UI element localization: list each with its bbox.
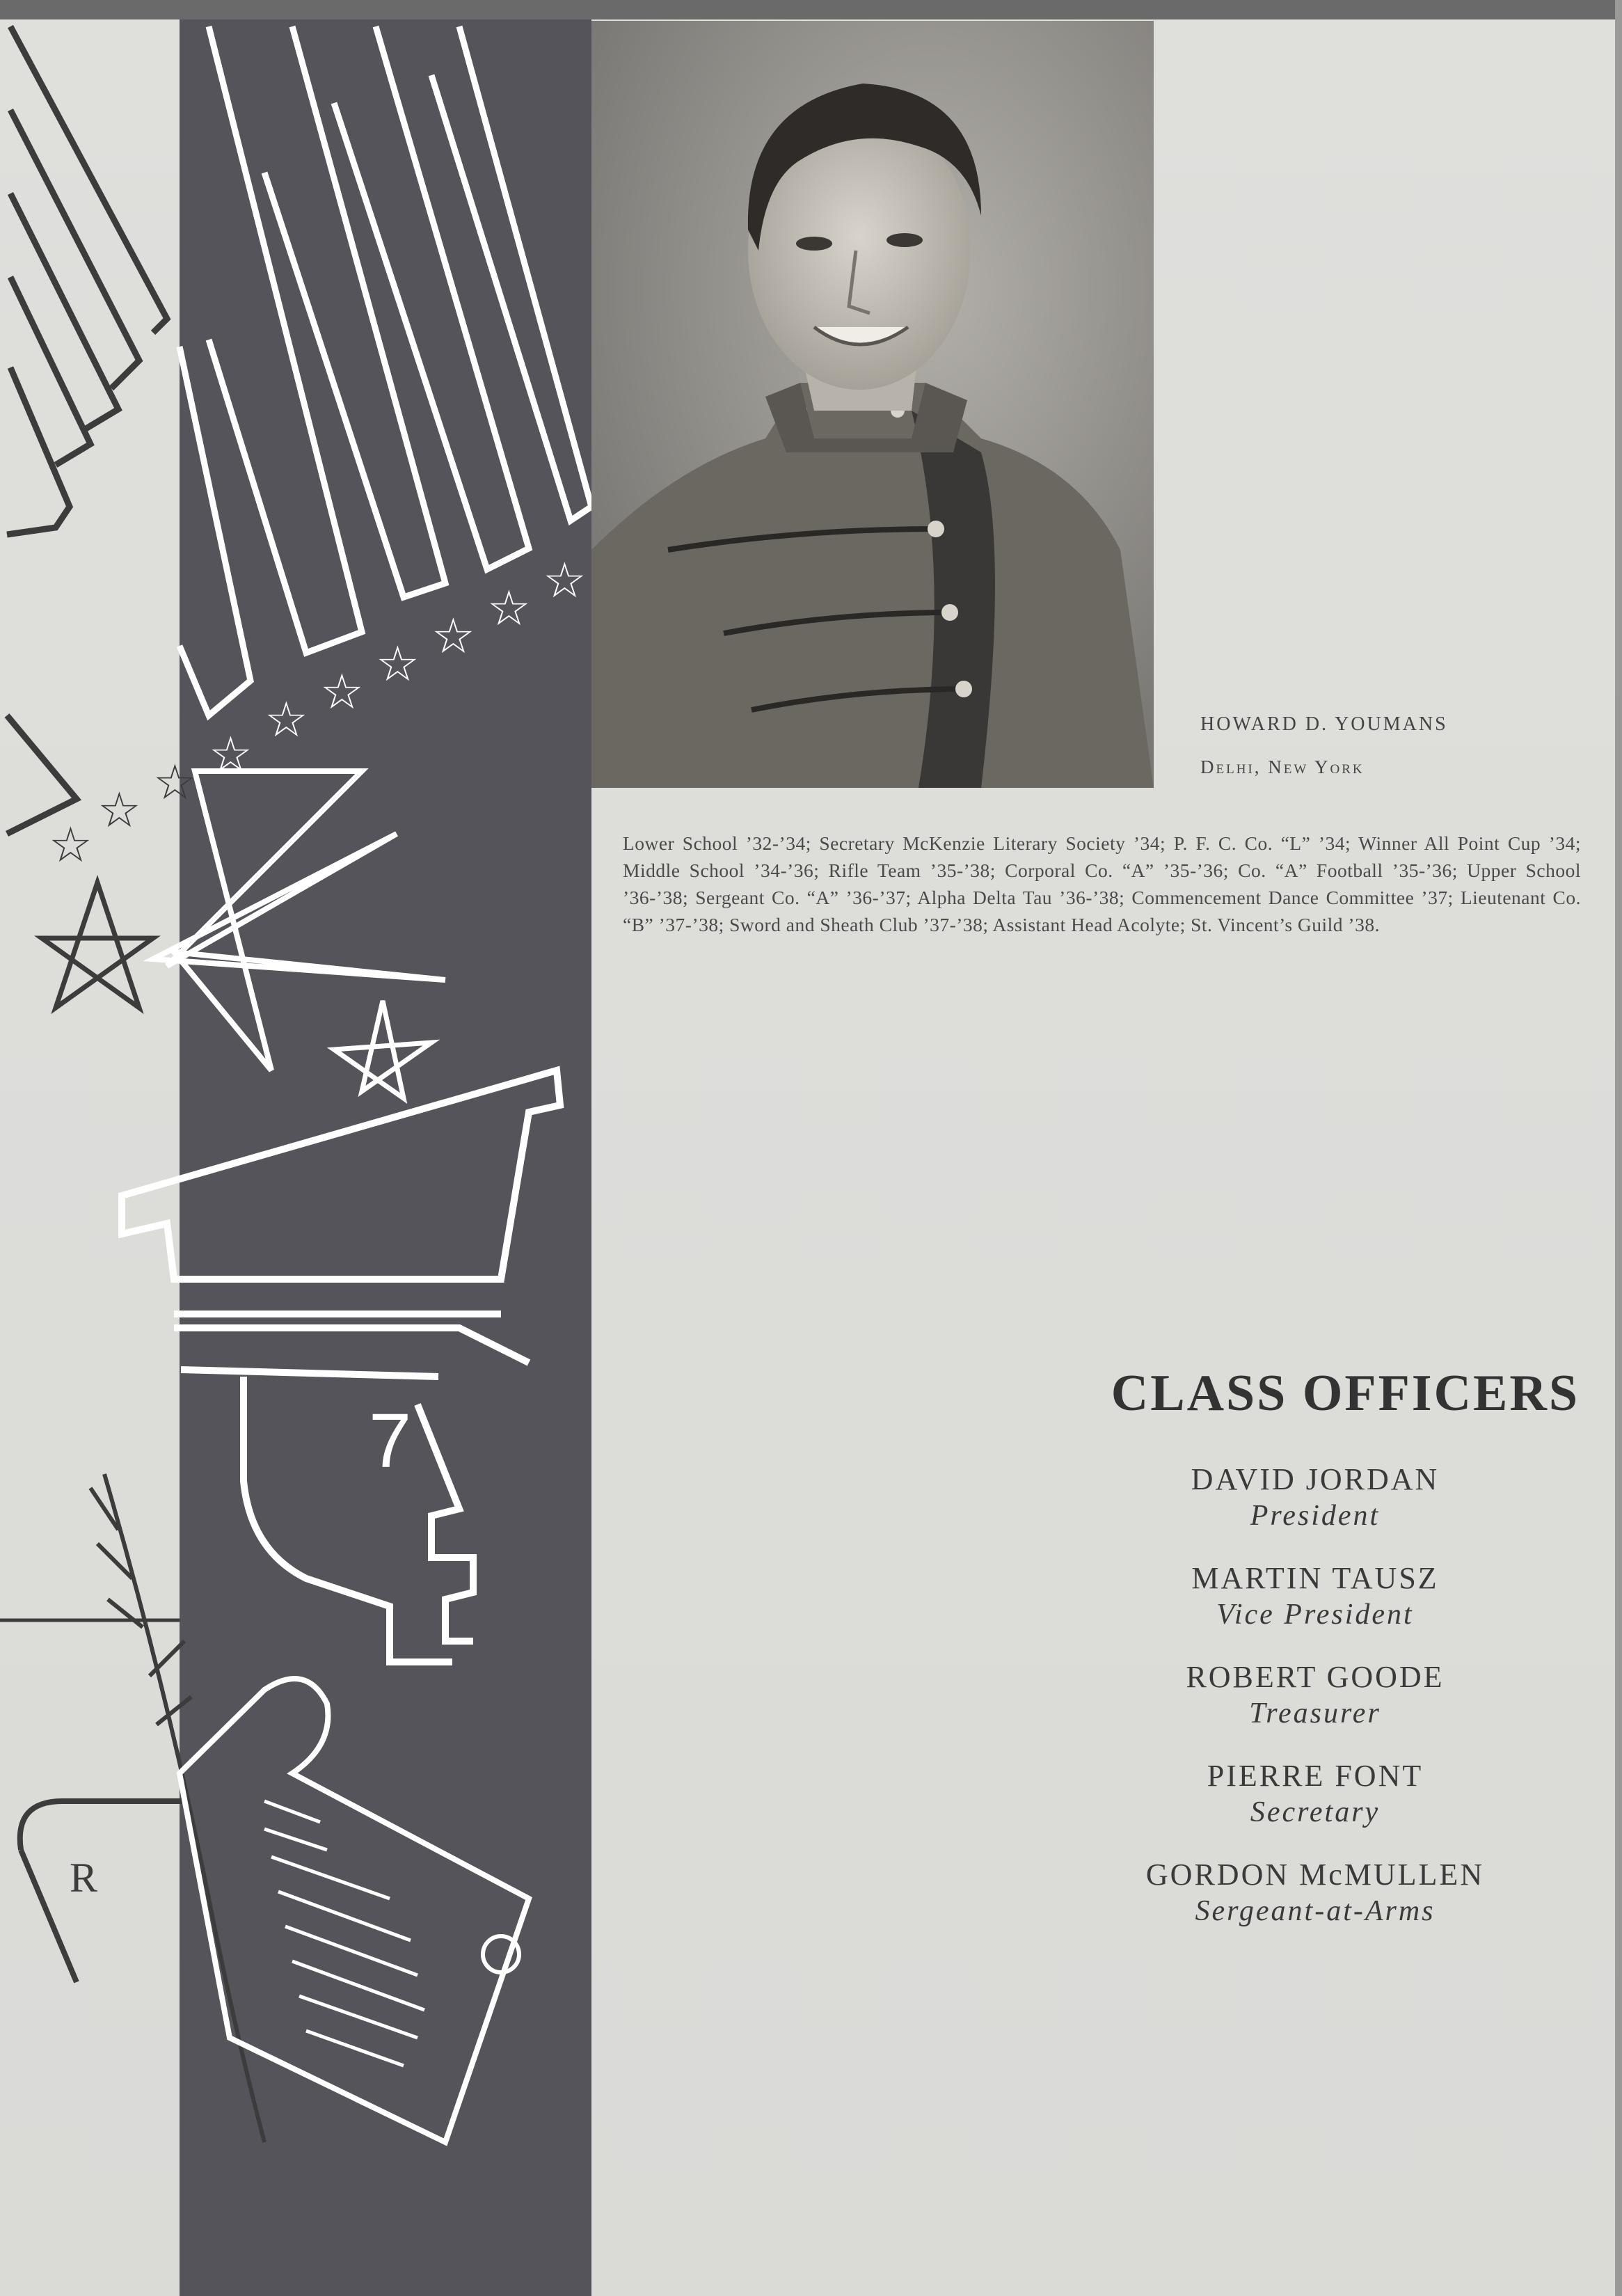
svg-text:☆: ☆ bbox=[153, 754, 197, 811]
left-star bbox=[42, 882, 153, 1008]
officer-role: Treasurer bbox=[1249, 1697, 1381, 1729]
officer-name: PIERRE FONT bbox=[1207, 1759, 1424, 1793]
officer-role: Vice President bbox=[1216, 1599, 1414, 1631]
student-portrait bbox=[591, 21, 1154, 788]
svg-text:☆: ☆ bbox=[487, 580, 531, 637]
svg-text:☆: ☆ bbox=[543, 552, 587, 609]
student-name-block bbox=[1200, 713, 1576, 778]
student-hometown: Delhi, New York bbox=[1200, 757, 1365, 777]
svg-text:☆: ☆ bbox=[209, 726, 253, 783]
officer-role: President bbox=[1250, 1500, 1381, 1532]
officer-role: Sergeant-at-Arms bbox=[1195, 1895, 1436, 1927]
svg-text:☆: ☆ bbox=[431, 608, 475, 665]
svg-text:☆: ☆ bbox=[264, 691, 308, 748]
svg-text:☆: ☆ bbox=[97, 782, 141, 839]
officer-entry bbox=[1030, 1560, 1600, 1633]
svg-text:☆: ☆ bbox=[49, 816, 93, 873]
student-name: HOWARD D. YOUMANS bbox=[1200, 713, 1448, 735]
class-officers-section bbox=[1030, 1364, 1600, 1956]
officer-name: MARTIN TAUSZ bbox=[1191, 1561, 1439, 1595]
officer-entry bbox=[1030, 1462, 1600, 1534]
cap-number: 7 bbox=[369, 1398, 412, 1484]
decorative-artwork bbox=[0, 19, 591, 2296]
officer-name: GORDON McMULLEN bbox=[1145, 1858, 1485, 1892]
scroll-letter: R bbox=[70, 1855, 98, 1901]
class-officers-heading: CLASS OFFICERS bbox=[1111, 1365, 1580, 1422]
officer-entry bbox=[1030, 1758, 1600, 1830]
top-rule bbox=[0, 0, 1622, 19]
officer-name: ROBERT GOODE bbox=[1186, 1660, 1445, 1694]
student-bio: Lower School ’32-’34; Secretary McKenzie Literary Society ’34; P. F. C. Co. “L” ’34; Winner All Point Cup ’34; Middle School ’34-’36; Rifle Team ’35-’38; Corporal Co. “A” ’35-’36; Co. “A” Football ’35-’36; Upper School ’36-’38; Sergeant Co. “A” ’36-’37; Alpha Delta Tau ’36-’38; Commencement Dance Committee ’37; Lieutenant Co. “B” ’37-’38; Sword and Sheath Club ’37-’38; Assistant Head Acolyte; St. Vincent’s Guild ’38. bbox=[623, 832, 1581, 935]
officer-role: Secretary bbox=[1250, 1796, 1381, 1828]
officer-entry bbox=[1030, 1857, 1600, 1929]
officer-name: DAVID JORDAN bbox=[1191, 1462, 1440, 1496]
svg-text:☆: ☆ bbox=[376, 635, 420, 692]
svg-text:☆: ☆ bbox=[320, 663, 364, 720]
page-edge bbox=[1615, 0, 1622, 2296]
officer-entry bbox=[1030, 1659, 1600, 1732]
